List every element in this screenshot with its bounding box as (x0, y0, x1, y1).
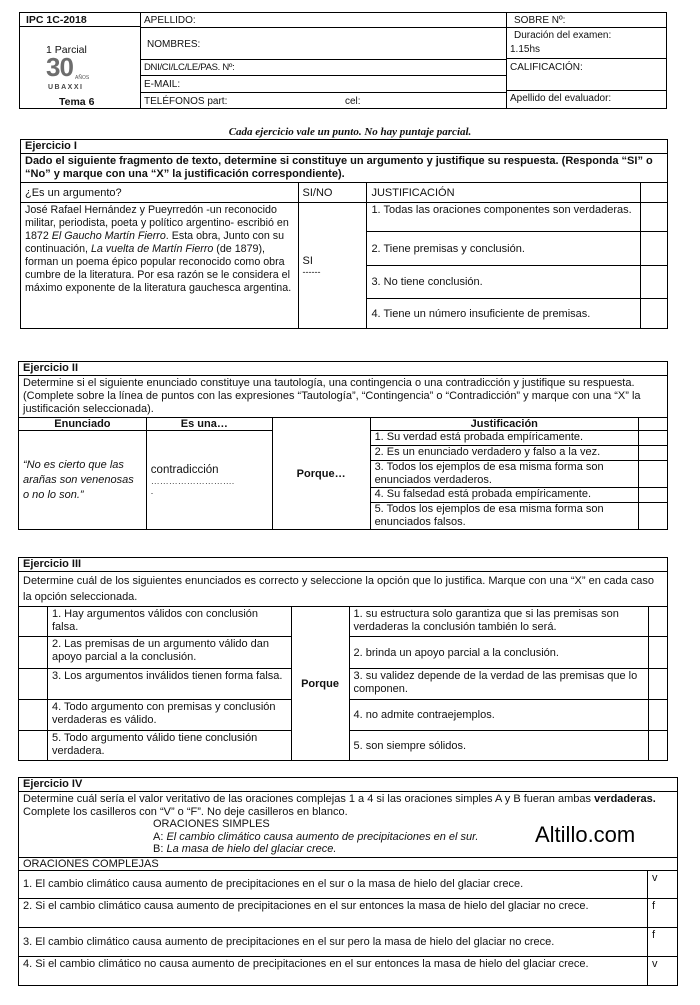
ex2-check-3[interactable] (639, 461, 668, 488)
logo (44, 52, 104, 95)
ex4-row-3: 3. El cambio climático causa aumento de precipitaciones en el sur pero la masa de hielo del glaciar no crece. (19, 927, 648, 956)
ex1-text: José Rafael Hernández y Pueyrredón -un reconocido militar, periodista, poeta y político argentino- escribió en 1872 El Gaucho Martín Fierro. Esta obra, Junto con su continuación, La vuelta de Martín Fierro (de 1879), forman un poema épico popular reconocido como obra cumbre de la literatura. Por esa razón se le considera el máximo exponente de la literatura gauchesca argentina. (21, 203, 299, 329)
ex3-title: Ejercicio III (19, 558, 668, 572)
ex3-left-2: 2. Las premisas de un argumento válido dan apoyo parcial a la conclusión. (47, 637, 291, 669)
ex1-check-4[interactable] (641, 299, 668, 329)
ex3-left-3: 3. Los argumentos inválidos tienen forma falsa. (47, 669, 291, 700)
apellido-field[interactable]: APELLIDO: (144, 15, 196, 26)
sobre-field[interactable]: SOBRE Nº: (514, 15, 566, 26)
duracion-value: 1.15hs (510, 44, 541, 55)
logo-anios: AÑOS (75, 75, 90, 81)
ex2-instructions: Determine si el siguiente enunciado constituye una tautología, una contingencia o una contradicción y justifique su respuesta. (Complete sobre la línea de puntos con las expresiones “Tautología”, “Contingencia” o “Contradicción” y marque con una “X” la justificación seleccionada). (19, 376, 668, 418)
ex1-title: Ejercicio I (21, 140, 668, 154)
ex1-answer-cell[interactable] (298, 203, 367, 329)
exercise-3 (18, 557, 668, 761)
ex1-col-sino: SI/NO (298, 183, 367, 203)
ex1-option-4: 4. Tiene un número insuficiente de premisas. (367, 299, 641, 329)
email-field[interactable]: E-MAIL: (144, 79, 181, 90)
course-code: IPC 1C-2018 (26, 14, 87, 26)
ex3-check-right-5[interactable] (649, 731, 668, 761)
ex2-option-1: 1. Su verdad está probada empíricamente. (370, 431, 638, 446)
ex3-check-right-3[interactable] (649, 669, 668, 700)
ex2-statement: “No es cierto que las arañas son venenosas o no lo son.” (19, 431, 147, 530)
ex2-col-es: Es una… (146, 418, 272, 431)
ex4-row-4: 4. Si el cambio climático no causa aumento de precipitaciones en el sur entonces la masa de hielo del glaciar crece. (19, 956, 648, 985)
exercise-1 (20, 139, 668, 329)
ex3-check-right-4[interactable] (649, 700, 668, 731)
ex4-row-1: 1. El cambio climático causa aumento de precipitaciones en el sur o la masa de hielo del glaciar crece. (19, 870, 648, 898)
telefonos-field[interactable]: TELÉFONOS part: (144, 96, 228, 107)
ex2-dots: ………………………. (150, 476, 235, 486)
ex3-right-3: 3. su validez depende de la verdad de las premisas que lo componen. (349, 669, 649, 700)
ex2-dot: . (150, 486, 154, 496)
ex3-left-1: 1. Hay argumentos válidos con conclusión falsa. (47, 607, 291, 637)
ex3-check-right-1[interactable] (649, 607, 668, 637)
cel-field[interactable]: cel: (345, 96, 361, 107)
ex1-instructions: Dado el siguiente fragmento de texto, determine si constituye un argumento y justifique su respuesta. (Responda “SI” o “No” y marque con una “X” la justificación correspondiente). (21, 154, 668, 183)
ex4-instructions-block: Determine cuál sería el valor veritativo de las oraciones complejas 1 a 4 si las oraciones simples A y B fueran ambas verdaderas. Complete los casilleros con “V” o “F”. No deje casilleros en blanco. ORACIONES SIMPLES A: El cambio climático causa aumento de precipitaciones en el sur. B: La masa de hielo del glaciar crece. Altillo.com (19, 792, 678, 858)
ex2-answer-cell[interactable] (146, 431, 272, 530)
dni-field[interactable]: DNI/CI/LC/LE/PAS. Nº: (144, 62, 235, 73)
ex4-answer-4[interactable]: v (648, 956, 678, 985)
ex3-check-right-2[interactable] (649, 637, 668, 669)
ex2-check-4[interactable] (639, 488, 668, 503)
header-box (19, 12, 667, 109)
ex1-col-just: JUSTIFICACIÓN (367, 183, 641, 203)
watermark: Altillo.com (535, 822, 636, 847)
logo-number: 30 (46, 52, 73, 82)
exercise-2 (18, 361, 668, 530)
ex3-check-left-5[interactable] (19, 731, 48, 761)
ex3-right-5: 5. son siempre sólidos. (349, 731, 649, 761)
ex3-right-1: 1. su estructura solo garantiza que si las premisas son verdaderas la conclusión también lo será. (349, 607, 649, 637)
notice: Cada ejercicio vale un punto. No hay puntaje parcial. (228, 126, 472, 138)
ex3-instructions: Determine cuál de los siguientes enunciados es correcto y seleccione la opción que lo justifica. Marque con una “X” en cada caso la opción seleccionada. (19, 572, 668, 607)
ex1-text-book1: El Gaucho Martín Fierro (51, 230, 166, 242)
ex1-text-book2: La vuelta de Martín Fierro (90, 243, 214, 255)
ex4-complex-title: ORACIONES COMPLEJAS (19, 857, 678, 870)
ex1-option-2: 2. Tiene premisas y conclusión. (367, 232, 641, 266)
ex1-answer-line: ------ (302, 266, 321, 277)
ex4-answer-3[interactable]: f (648, 927, 678, 956)
ex3-check-left-3[interactable] (19, 669, 48, 700)
ex4-row-2: 2. Si el cambio climático causa aumento de precipitaciones en el sur entonces la masa de hielo del glaciar no crece. (19, 898, 648, 927)
ex3-check-left-2[interactable] (19, 637, 48, 669)
ex3-porque: Porque (291, 607, 349, 761)
ex3-check-left-1[interactable] (19, 607, 48, 637)
logo-ubaxxi: UBAXXI (48, 84, 84, 91)
nombres-field[interactable]: NOMBRES: (147, 39, 201, 50)
exam-name: 1 Parcial (46, 44, 87, 56)
ex2-title: Ejercicio II (19, 362, 668, 376)
ex3-check-left-4[interactable] (19, 700, 48, 731)
ex1-option-3: 3. No tiene conclusión. (367, 266, 641, 299)
ex2-answer: contradicción (150, 464, 219, 476)
ex2-option-3: 3. Todos los ejemplos de esa misma forma son enunciados verdaderos. (370, 461, 638, 488)
ex1-check-3[interactable] (641, 266, 668, 299)
ex1-check-2[interactable] (641, 232, 668, 266)
ex3-left-5: 5. Todo argumento válido tiene conclusión verdadera. (47, 731, 291, 761)
ex2-col-just: Justificación (370, 418, 638, 431)
ex2-porque: Porque… (272, 418, 370, 530)
ex4-answer-1[interactable]: v (648, 870, 678, 898)
ex1-option-1: 1. Todas las oraciones componentes son verdaderas. (367, 203, 641, 232)
ex4-simple-b: B: La masa de hielo del glaciar crece. (153, 843, 337, 855)
ex3-right-2: 2. brinda un apoyo parcial a la conclusión. (349, 637, 649, 669)
ex4-title: Ejercicio IV (19, 778, 678, 792)
duracion-label: Duración del examen: (514, 30, 612, 41)
ex2-option-2: 2. Es un enunciado verdadero y falso a la vez. (370, 446, 638, 461)
ex2-check-5[interactable] (639, 503, 668, 530)
ex1-check-1[interactable] (641, 203, 668, 232)
ex2-check-1[interactable] (639, 431, 668, 446)
ex2-check-2[interactable] (639, 446, 668, 461)
theme-label: Tema 6 (59, 96, 95, 108)
ex4-simple-title: ORACIONES SIMPLES (153, 818, 270, 830)
ex2-option-4: 4. Su falsedad está probada empíricamente. (370, 488, 638, 503)
ex4-simple-a: A: El cambio climático causa aumento de precipitaciones en el sur. (153, 830, 479, 843)
calificacion-field[interactable]: CALIFICACIÓN: (510, 62, 583, 73)
ex3-left-4: 4. Todo argumento con premisas y conclusión verdaderas es válido. (47, 700, 291, 731)
exercise-4 (18, 777, 678, 986)
evaluador-field[interactable]: Apellido del evaluador: (510, 93, 612, 104)
ex3-right-4: 4. no admite contraejemplos. (349, 700, 649, 731)
ex4-answer-2[interactable]: f (648, 898, 678, 927)
ex2-option-5: 5. Todos los ejemplos de esa misma forma son enunciados falsos. (370, 503, 638, 530)
ex2-col-enunciado: Enunciado (19, 418, 147, 431)
ex1-answer: SI (302, 254, 313, 267)
ex1-col-question: ¿Es un argumento? (21, 183, 299, 203)
